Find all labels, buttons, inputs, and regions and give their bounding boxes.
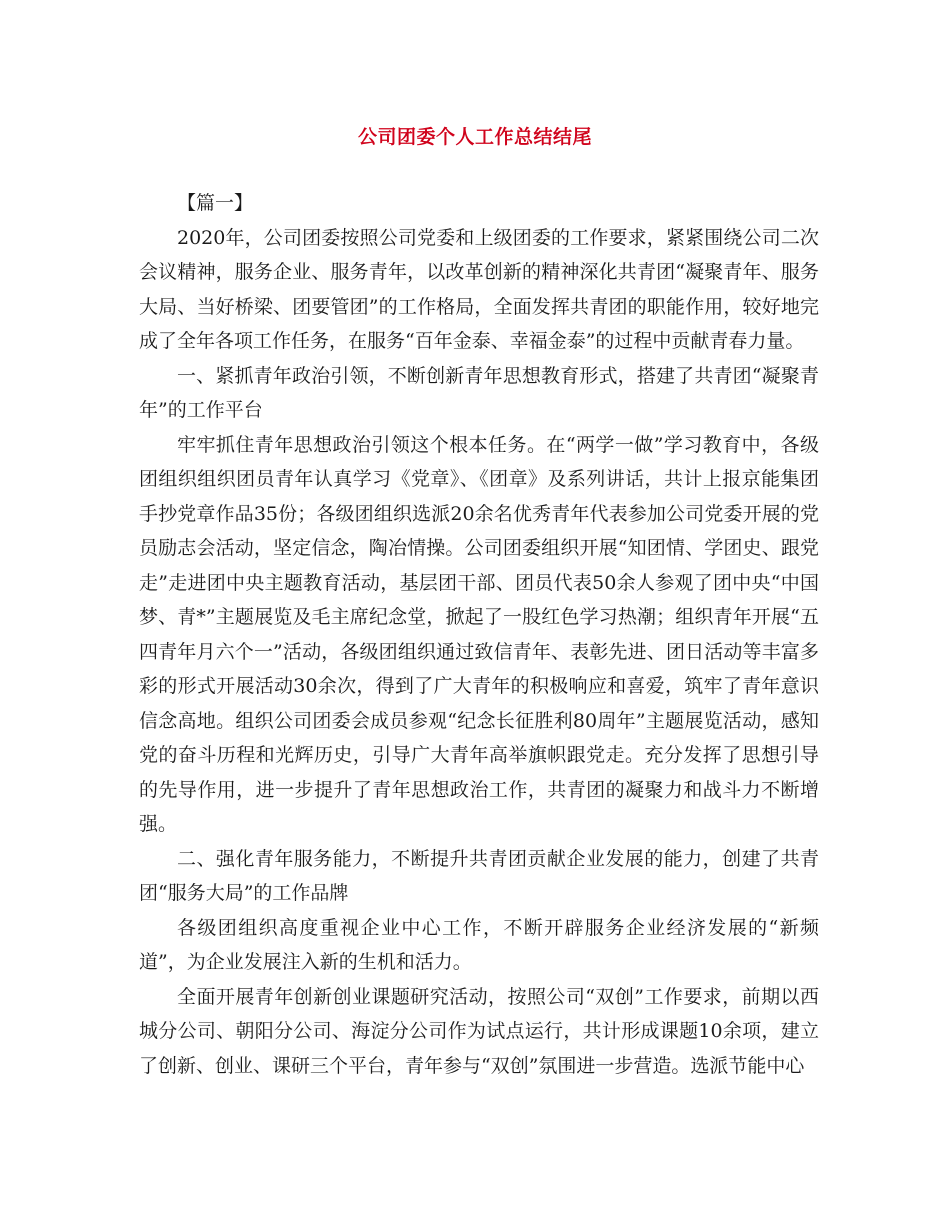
paragraph-intro: 2020年，公司团委按照公司党委和上级团委的工作要求，紧紧围绕公司二次会议精神，服务企业、服务青年，以改革创新的精神深化共青团“凝聚青年、服务大局、当好桥梁、团要管团”的工作格局，全面发挥共青团的职能作用，较好地完成了全年各项工作任务，在服务“百年金泰、幸福金泰”的过程中贡献青春力量。 — [139, 226, 819, 352]
heading-section-one: 一、紧抓青年政治引领，不断创新青年思想教育形式，搭建了共青团“凝聚青年”的工作平台 — [139, 364, 819, 421]
section-tag: 【篇一】 — [177, 192, 254, 214]
document-title: 公司团委个人工作总结结尾 — [357, 126, 592, 148]
paragraph-section-two-b: 全面开展青年创新创业课题研究活动，按照公司“双创”工作要求，前期以西城分公司、朝阳分公司、海淀分公司作为试点运行，共计形成课题10余项，建立了创新、创业、课研三个平台，青年参与“双创”氛围进一步营造。选派节能中心 — [139, 985, 819, 1077]
heading-section-two: 二、强化青年服务能力，不断提升共青团贡献企业发展的能力，创建了共青团“服务大局”的工作品牌 — [139, 847, 819, 904]
document-body — [139, 186, 819, 1083]
paragraph-section-two-a: 各级团组织高度重视企业中心工作，不断开辟服务企业经济发展的“新频道”，为企业发展注入新的生机和活力。 — [139, 916, 819, 973]
paragraph-section-one: 牢牢抓住青年思想政治引领这个根本任务。在“两学一做”学习教育中，各级团组织组织团员青年认真学习《党章》、《团章》及系列讲话，共计上报京能集团手抄党章作品35份；各级团组织选派20余名优秀青年代表参加公司党委开展的党员励志会活动，坚定信念，陶冶情操。公司团委组织开展“知团情、学团史、跟党走”走进团中央主题教育活动，基层团干部、团员代表50余人参观了团中央“中国梦、青*”主题展览及毛主席纪念堂，掀起了一股红色学习热潮；组织青年开展“五四青年月六个一”活动，各级团组织通过致信青年、表彰先进、团日活动等丰富多彩的形式开展活动30余次，得到了广大青年的积极响应和喜爱，筑牢了青年意识信念高地。组织公司团委会成员参观“纪念长征胜利80周年”主题展览活动，感知党的奋斗历程和光辉历史，引导广大青年高举旗帜跟党走。充分发挥了思想引导的先导作用，进一步提升了青年思想政治工作，共青团的凝聚力和战斗力不断增强。 — [139, 433, 819, 835]
